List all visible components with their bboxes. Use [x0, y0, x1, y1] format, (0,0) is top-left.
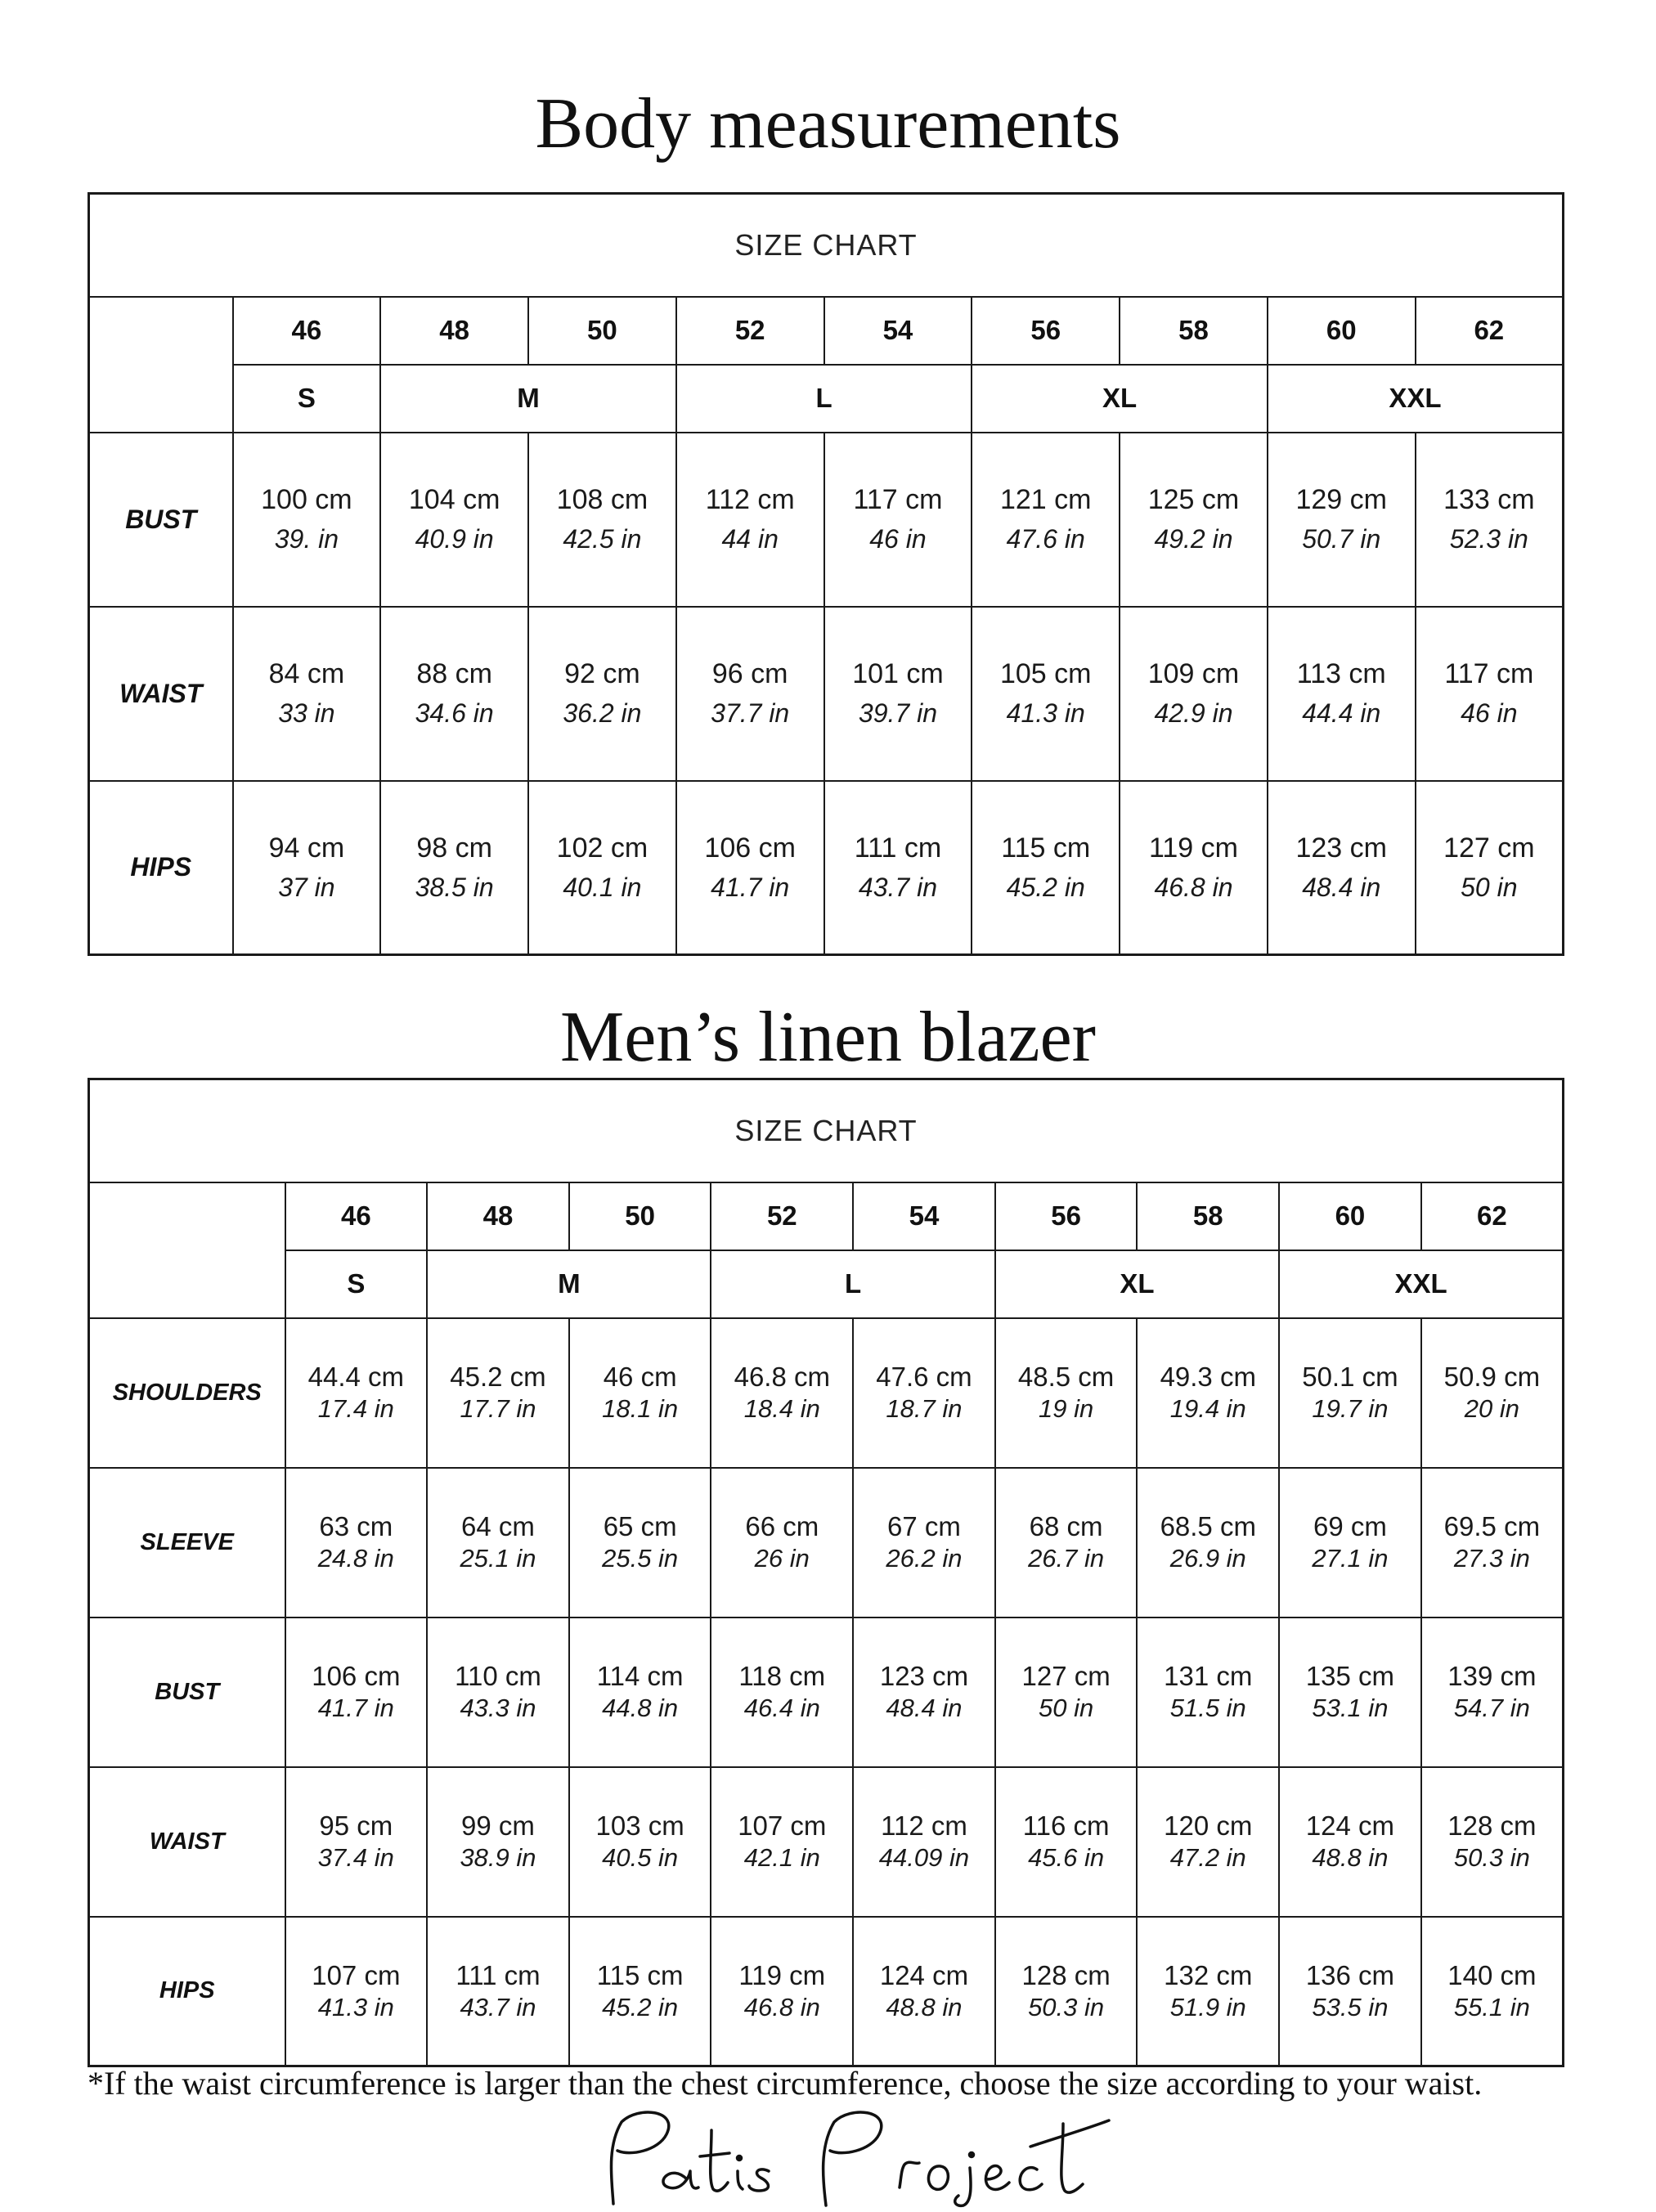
value-cm: 111 cm — [854, 832, 942, 864]
value-cm: 103 cm — [595, 1810, 684, 1841]
value-cm: 100 cm — [261, 484, 352, 516]
value-cm: 44.4 cm — [307, 1362, 405, 1392]
size-number-cell: 54 — [853, 1182, 995, 1250]
value-in: 46.8 in — [1154, 873, 1233, 903]
chart-heading: SIZE CHART — [89, 1079, 1564, 1182]
size-number-row — [89, 1182, 1564, 1250]
size-number-cell: 52 — [711, 1182, 853, 1250]
size-number-cell: 62 — [1421, 1182, 1564, 1250]
value-in: 50.3 in — [1028, 1993, 1105, 2021]
measurement-row — [89, 1468, 1564, 1617]
measurement-cell — [853, 1617, 995, 1767]
size-letter-cell: M — [427, 1250, 711, 1318]
value-cm: 113 cm — [1296, 658, 1386, 690]
waist-footnote: *If the waist circumference is larger than the chest circumference, choose the size according to your waist. — [88, 2065, 1483, 2102]
row-label: SHOULDERS — [89, 1318, 285, 1468]
value-cm: 47.6 cm — [876, 1362, 972, 1392]
measurement-cell — [1421, 1617, 1564, 1767]
value-in: 48.4 in — [1302, 873, 1381, 903]
value-in: 25.5 in — [602, 1544, 679, 1573]
value-in: 41.7 in — [317, 1694, 394, 1723]
value-in: 44 in — [721, 524, 779, 554]
size-letter-cell: XXL — [1279, 1250, 1563, 1318]
value-in: 39.7 in — [858, 698, 937, 729]
measurement-cell — [853, 1468, 995, 1617]
measurement-cell — [972, 781, 1120, 955]
measurement-row — [89, 1318, 1564, 1468]
measurement-cell — [285, 1767, 428, 1917]
measurement-row — [89, 1917, 1564, 2066]
value-in: 42.5 in — [563, 524, 642, 554]
measurement-cell — [1137, 1767, 1279, 1917]
blazer-size-table — [88, 1078, 1564, 2067]
measurement-cell — [427, 1318, 569, 1468]
value-in: 41.7 in — [711, 873, 790, 903]
value-cm: 114 cm — [596, 1661, 684, 1691]
value-cm: 124 cm — [879, 1959, 969, 1990]
size-number-cell: 58 — [1120, 297, 1268, 365]
measurement-cell — [233, 607, 381, 781]
value-in: 18.1 in — [602, 1394, 679, 1424]
size-letter-cell: M — [380, 365, 676, 433]
size-letter-row — [89, 365, 1564, 433]
value-cm: 66 cm — [745, 1511, 819, 1541]
chart-heading: SIZE CHART — [89, 194, 1564, 297]
value-in: 36.2 in — [563, 698, 642, 729]
value-cm: 69.5 cm — [1443, 1511, 1541, 1541]
measurement-cell — [1421, 1318, 1564, 1468]
measurement-cell — [285, 1318, 428, 1468]
measurement-cell — [711, 1617, 853, 1767]
value-cm: 132 cm — [1164, 1959, 1253, 1990]
value-in: 48.4 in — [886, 1694, 963, 1723]
measurement-cell — [1137, 1617, 1279, 1767]
value-in: 19.4 in — [1169, 1394, 1246, 1424]
value-in: 38.5 in — [415, 873, 494, 903]
value-cm: 119 cm — [1148, 832, 1238, 864]
value-in: 42.9 in — [1154, 698, 1233, 729]
value-cm: 67 cm — [887, 1511, 961, 1541]
row-label: BUST — [89, 433, 233, 607]
value-in: 18.4 in — [743, 1394, 820, 1424]
corner-cell — [89, 1182, 285, 1318]
size-number-cell: 60 — [1268, 297, 1416, 365]
measurement-cell — [569, 1917, 711, 2066]
value-in: 37.4 in — [317, 1843, 394, 1873]
measurement-cell — [1120, 607, 1268, 781]
measurement-cell — [972, 607, 1120, 781]
row-label: HIPS — [89, 781, 233, 955]
value-cm: 68.5 cm — [1160, 1511, 1256, 1541]
value-cm: 123 cm — [879, 1661, 969, 1691]
measurement-cell — [995, 1767, 1138, 1917]
value-in: 42.1 in — [743, 1843, 820, 1873]
measurement-cell — [1137, 1917, 1279, 2066]
size-number-cell: 54 — [824, 297, 972, 365]
measurement-cell — [995, 1468, 1138, 1617]
measurement-cell — [1279, 1767, 1421, 1917]
value-cm: 110 cm — [455, 1661, 541, 1691]
size-letter-cell: XXL — [1268, 365, 1564, 433]
value-cm: 63 cm — [319, 1511, 393, 1541]
value-in: 45.2 in — [602, 1993, 679, 2021]
size-letter-cell: L — [676, 365, 972, 433]
value-cm: 107 cm — [312, 1959, 401, 1990]
value-cm: 120 cm — [1164, 1810, 1253, 1841]
row-label: HIPS — [89, 1917, 285, 2066]
size-number-cell: 48 — [380, 297, 528, 365]
value-in: 27.3 in — [1453, 1544, 1530, 1573]
measurement-cell — [824, 781, 972, 955]
value-in: 46.4 in — [743, 1694, 820, 1723]
measurement-row — [89, 433, 1564, 607]
signature-logo — [589, 2106, 1112, 2208]
value-cm: 117 cm — [853, 484, 943, 516]
value-in: 26.9 in — [1169, 1544, 1246, 1573]
value-in: 50 in — [1038, 1694, 1094, 1723]
value-in: 50 in — [1461, 873, 1518, 903]
value-in: 41.3 in — [317, 1993, 394, 2021]
value-cm: 121 cm — [999, 484, 1092, 516]
value-cm: 84 cm — [268, 658, 345, 690]
body-measurements-title: Body measurements — [535, 84, 1121, 164]
measurement-cell — [427, 1617, 569, 1767]
measurement-cell — [711, 1917, 853, 2066]
size-letter-row — [89, 1250, 1564, 1318]
value-cm: 135 cm — [1305, 1661, 1395, 1691]
value-in: 51.9 in — [1169, 1993, 1246, 2021]
measurement-cell — [1137, 1318, 1279, 1468]
value-in: 48.8 in — [1312, 1843, 1389, 1873]
measurement-cell — [1268, 607, 1416, 781]
measurement-cell — [676, 433, 824, 607]
value-in: 51.5 in — [1169, 1694, 1246, 1723]
value-in: 47.2 in — [1169, 1843, 1246, 1873]
value-cm: 127 cm — [1021, 1661, 1111, 1691]
value-in: 20 in — [1464, 1394, 1519, 1424]
value-cm: 64 cm — [461, 1511, 535, 1541]
value-in: 33 in — [278, 698, 335, 729]
value-in: 45.2 in — [1006, 873, 1085, 903]
value-cm: 112 cm — [705, 484, 795, 516]
row-label: WAIST — [89, 1767, 285, 1917]
value-in: 40.9 in — [415, 524, 494, 554]
measurement-cell — [427, 1917, 569, 2066]
value-cm: 117 cm — [1444, 658, 1534, 690]
value-in: 47.6 in — [1006, 524, 1085, 554]
size-number-cell: 56 — [972, 297, 1120, 365]
value-cm: 106 cm — [704, 832, 796, 864]
value-cm: 69 cm — [1313, 1511, 1387, 1541]
measurement-cell — [528, 607, 676, 781]
value-cm: 49.3 cm — [1160, 1362, 1256, 1392]
value-cm: 50.1 cm — [1302, 1362, 1398, 1392]
value-in: 37.7 in — [711, 698, 790, 729]
size-number-cell: 58 — [1137, 1182, 1279, 1250]
size-letter-cell: L — [711, 1250, 994, 1318]
measurement-cell — [824, 433, 972, 607]
value-cm: 65 cm — [603, 1511, 677, 1541]
measurement-cell — [427, 1767, 569, 1917]
value-cm: 94 cm — [268, 832, 345, 864]
measurement-row — [89, 1617, 1564, 1767]
value-cm: 123 cm — [1295, 832, 1387, 864]
value-in: 38.9 in — [460, 1843, 536, 1873]
row-label: WAIST — [89, 607, 233, 781]
value-cm: 45.2 cm — [450, 1362, 546, 1392]
value-in: 40.1 in — [563, 873, 642, 903]
value-in: 50.3 in — [1453, 1843, 1530, 1873]
value-cm: 119 cm — [738, 1959, 826, 1990]
size-letter-cell: XL — [972, 365, 1268, 433]
value-cm: 106 cm — [312, 1661, 401, 1691]
value-in: 53.5 in — [1312, 1993, 1389, 2021]
measurement-cell — [380, 781, 528, 955]
value-cm: 95 cm — [319, 1810, 393, 1841]
value-cm: 102 cm — [556, 832, 648, 864]
measurement-cell — [676, 607, 824, 781]
size-number-cell: 46 — [285, 1182, 428, 1250]
measurement-cell — [676, 781, 824, 955]
size-letter-cell: S — [285, 1250, 428, 1318]
value-in: 43.7 in — [858, 873, 937, 903]
value-cm: 118 cm — [738, 1661, 826, 1691]
measurement-cell — [711, 1318, 853, 1468]
measurement-cell — [285, 1617, 428, 1767]
value-cm: 98 cm — [416, 832, 492, 864]
measurement-cell — [853, 1318, 995, 1468]
blazer-title: Men’s linen blazer — [560, 998, 1096, 1077]
measurement-cell — [1416, 781, 1564, 955]
measurement-cell — [285, 1468, 428, 1617]
value-cm: 48.5 cm — [1017, 1362, 1115, 1392]
value-cm: 101 cm — [852, 658, 944, 690]
value-cm: 88 cm — [416, 658, 492, 690]
measurement-cell — [427, 1468, 569, 1617]
size-number-cell: 62 — [1416, 297, 1564, 365]
measurement-cell — [1279, 1617, 1421, 1767]
value-cm: 104 cm — [408, 484, 500, 516]
value-in: 19.7 in — [1312, 1394, 1389, 1424]
value-cm: 128 cm — [1021, 1959, 1111, 1990]
value-in: 44.4 in — [1302, 698, 1381, 729]
value-cm: 128 cm — [1447, 1810, 1537, 1841]
measurement-cell — [1120, 781, 1268, 955]
size-number-cell: 56 — [995, 1182, 1138, 1250]
chart-heading-row — [89, 194, 1564, 297]
measurement-cell — [1279, 1917, 1421, 2066]
row-label: BUST — [89, 1617, 285, 1767]
measurement-cell — [711, 1468, 853, 1617]
value-cm: 99 cm — [461, 1810, 535, 1841]
size-number-cell: 60 — [1279, 1182, 1421, 1250]
value-in: 17.4 in — [317, 1394, 394, 1424]
value-in: 26 in — [754, 1544, 810, 1573]
measurement-cell — [1421, 1767, 1564, 1917]
measurement-cell — [569, 1318, 711, 1468]
value-cm: 125 cm — [1147, 484, 1240, 516]
measurement-cell — [1268, 433, 1416, 607]
value-cm: 115 cm — [1001, 832, 1091, 864]
measurement-cell — [1268, 781, 1416, 955]
value-cm: 108 cm — [556, 484, 648, 516]
corner-cell — [89, 297, 233, 433]
value-in: 43.3 in — [460, 1694, 536, 1723]
measurement-cell — [824, 607, 972, 781]
value-in: 45.6 in — [1028, 1843, 1105, 1873]
value-in: 54.7 in — [1453, 1694, 1530, 1723]
measurement-cell — [1421, 1917, 1564, 2066]
measurement-cell — [1137, 1468, 1279, 1617]
measurement-cell — [1120, 433, 1268, 607]
measurement-cell — [569, 1468, 711, 1617]
value-in: 26.7 in — [1028, 1544, 1105, 1573]
value-in: 25.1 in — [460, 1544, 536, 1573]
value-in: 37 in — [278, 873, 335, 903]
value-in: 55.1 in — [1453, 1993, 1530, 2021]
measurement-cell — [1416, 607, 1564, 781]
chart-heading-row — [89, 1079, 1564, 1182]
value-cm: 133 cm — [1443, 484, 1535, 516]
size-number-cell: 50 — [569, 1182, 711, 1250]
value-in: 24.8 in — [317, 1544, 394, 1573]
value-in: 49.2 in — [1154, 524, 1233, 554]
size-letter-cell: XL — [995, 1250, 1279, 1318]
measurement-cell — [285, 1917, 428, 2066]
value-in: 50.7 in — [1302, 524, 1381, 554]
value-cm: 112 cm — [881, 1810, 967, 1841]
value-cm: 140 cm — [1447, 1959, 1537, 1990]
value-in: 52.3 in — [1449, 524, 1528, 554]
value-in: 39. in — [274, 524, 339, 554]
size-letter-cell: S — [233, 365, 381, 433]
size-number-cell: 48 — [427, 1182, 569, 1250]
measurement-cell — [569, 1767, 711, 1917]
value-in: 44.09 in — [878, 1843, 970, 1873]
measurement-cell — [853, 1767, 995, 1917]
value-cm: 127 cm — [1443, 832, 1535, 864]
value-cm: 115 cm — [596, 1959, 684, 1990]
value-in: 19 in — [1038, 1394, 1094, 1424]
size-number-cell: 52 — [676, 297, 824, 365]
measurement-cell — [995, 1318, 1138, 1468]
size-number-row — [89, 297, 1564, 365]
value-cm: 92 cm — [564, 658, 640, 690]
value-cm: 136 cm — [1305, 1959, 1395, 1990]
measurement-cell — [711, 1767, 853, 1917]
value-cm: 139 cm — [1447, 1661, 1537, 1691]
value-in: 46.8 in — [743, 1993, 820, 2021]
measurement-cell — [1421, 1468, 1564, 1617]
measurement-cell — [528, 781, 676, 955]
measurement-cell — [1279, 1468, 1421, 1617]
measurement-cell — [1279, 1318, 1421, 1468]
measurement-cell — [380, 607, 528, 781]
measurement-cell — [233, 433, 381, 607]
measurement-cell — [528, 433, 676, 607]
body-measurements-table — [88, 192, 1564, 956]
measurement-row — [89, 607, 1564, 781]
value-in: 41.3 in — [1006, 698, 1085, 729]
value-cm: 129 cm — [1295, 484, 1387, 516]
value-cm: 46 cm — [603, 1362, 677, 1392]
value-in: 17.7 in — [460, 1394, 536, 1424]
value-cm: 68 cm — [1029, 1511, 1103, 1541]
value-cm: 50.9 cm — [1443, 1362, 1541, 1392]
measurement-row — [89, 781, 1564, 955]
measurement-cell — [972, 433, 1120, 607]
value-cm: 96 cm — [711, 658, 788, 690]
value-cm: 105 cm — [999, 658, 1092, 690]
value-in: 34.6 in — [415, 698, 494, 729]
value-in: 27.1 in — [1312, 1544, 1389, 1573]
value-in: 44.8 in — [602, 1694, 679, 1723]
value-cm: 109 cm — [1147, 658, 1240, 690]
value-in: 46 in — [869, 524, 927, 554]
measurement-cell — [1416, 433, 1564, 607]
measurement-row — [89, 1767, 1564, 1917]
value-cm: 107 cm — [738, 1810, 827, 1841]
measurement-cell — [380, 433, 528, 607]
size-number-cell: 46 — [233, 297, 381, 365]
size-number-cell: 50 — [528, 297, 676, 365]
signature-logo-icon — [589, 2106, 1112, 2208]
measurement-cell — [995, 1617, 1138, 1767]
value-cm: 131 cm — [1164, 1661, 1253, 1691]
measurement-cell — [995, 1917, 1138, 2066]
measurement-cell — [853, 1917, 995, 2066]
value-in: 48.8 in — [886, 1993, 963, 2021]
value-in: 18.7 in — [886, 1394, 963, 1424]
value-cm: 116 cm — [1022, 1810, 1110, 1841]
value-cm: 124 cm — [1305, 1810, 1395, 1841]
value-in: 46 in — [1461, 698, 1518, 729]
value-cm: 111 cm — [456, 1959, 541, 1990]
value-in: 43.7 in — [460, 1993, 536, 2021]
value-in: 40.5 in — [602, 1843, 679, 1873]
measurement-cell — [233, 781, 381, 955]
row-label: SLEEVE — [89, 1468, 285, 1617]
measurement-cell — [569, 1617, 711, 1767]
value-in: 53.1 in — [1312, 1694, 1389, 1723]
value-in: 26.2 in — [886, 1544, 963, 1573]
value-cm: 46.8 cm — [734, 1362, 830, 1392]
